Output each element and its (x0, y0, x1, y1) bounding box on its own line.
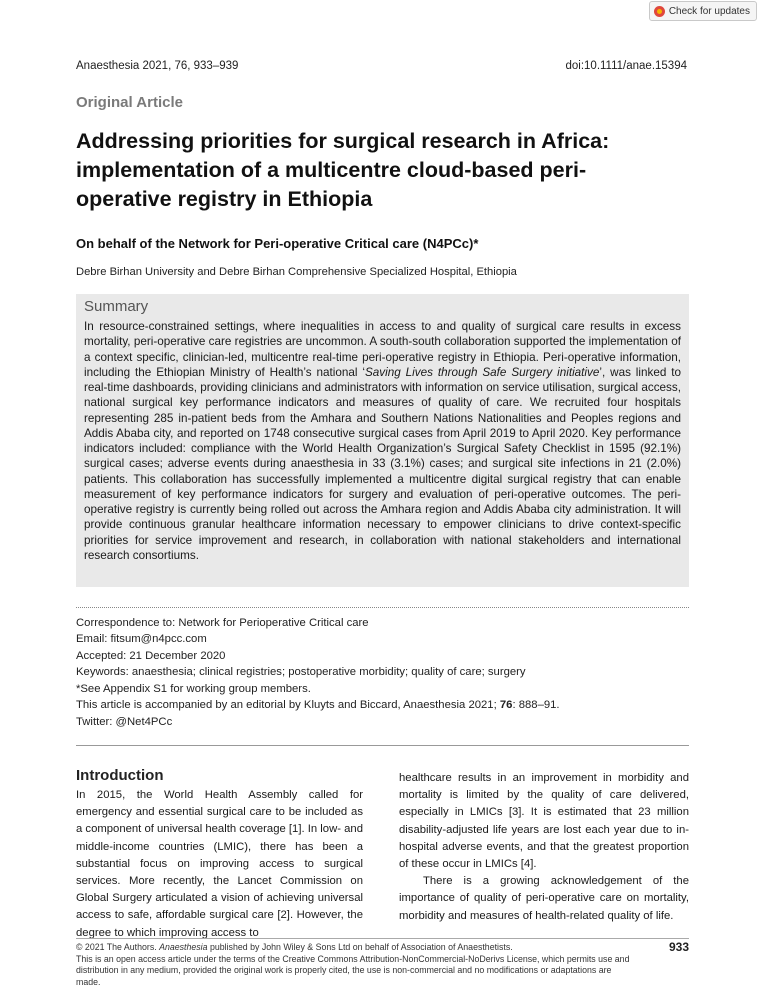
summary-heading: Summary (84, 298, 149, 315)
journal-citation: Anaesthesia 2021, 76, 933–939 (76, 60, 239, 72)
accepted-date: Accepted: 21 December 2020 (76, 650, 226, 662)
twitter-handle[interactable]: Twitter: @Net4PCc (76, 716, 173, 728)
summary-text (84, 319, 681, 563)
page-number: 933 (668, 940, 689, 954)
summary-text-end: ’, was linked to real-time dashboards, providing clinicians and administrators with information on service utilisation, surgical access, national surgical key performance indicators and measures of quality of care. We recruited four hospitals representing 285 in-patient beds from the Amhara and Southern Nations Nationalities and Peoples regions and Addis Ababa city, and reported on 1748 consecutive surgical cases from April 2019 to April 2020. Key performance indicators included: compliance with the World Health Organization’s Surgical Safety Checklist in 1595 (92.1%) surgical cases; adverse events during anaesthesia in 33 (3.1%) cases; and surgical site infections in 21 (2.0%) patients. This collaboration has successfully implemented a multicentre digital surgical registry that can enable measurement of key performance indicators for surgery and evaluation of peri-operative outcomes. The peri-operative registry is currently being rolled out across the Amhara region and Addis Ababa city administration. It will provide continuous granular healthcare information necessary to empower clinicians to drive context-specific priorities for service improvement and research, in collaboration with national stakeholders and international research consortiums. (84, 365, 681, 562)
intro-column-1: In 2015, the World Health Assembly called for emergency and essential surgical care to be included as a component of universal health coverage [1]. In low- and middle-income countries (LMIC), there has been a substantial focus on improving access to surgical services. More recently, the Lancet Commission on Global Surgery articulated a vision of achieving universal access to safe, affordable surgical care [2]. However, the degree to which improving access to (76, 789, 363, 939)
correspondence: Correspondence to: Network for Perioperative Critical care (76, 617, 369, 629)
section-label: Original Article (76, 94, 183, 111)
copyright-footer (76, 942, 636, 988)
intro-paragraph: healthcare results in an improvement in morbidity and mortality is limited by the quality of care delivered, especially in LMICs [3]. It is estimated that 23 million disability-adjusted life years are lost each year due to in-hospital adverse events, and that the greatest proportion of these occur in LMICs [4]. (399, 772, 689, 871)
intro-paragraph: There is a growing acknowledgement of the importance of quality of peri-operative care on mortality, morbidity and measures of health-related quality of life. (399, 875, 689, 922)
email[interactable]: Email: fitsum@n4pcc.com (76, 633, 207, 645)
check-for-updates-button[interactable] (649, 1, 757, 21)
appendix-note: *See Appendix S1 for working group members. (76, 683, 311, 695)
footer-divider (76, 938, 689, 939)
doi-link[interactable]: doi:10.1111/anae.15394 (565, 60, 687, 72)
section-divider (76, 745, 689, 746)
article-title: Addressing priorities for surgical research in Africa: implementation of a multicentre cloud-based peri-operative registry in Ethiopia (76, 129, 610, 211)
editorial-pages: : 888–91. (512, 699, 560, 711)
affiliation: Debre Birhan University and Debre Birhan Comprehensive Specialized Hospital, Ethiopia (76, 266, 517, 278)
keywords: Keywords: anaesthesia; clinical registries; postoperative morbidity; quality of care; surgery (76, 666, 526, 678)
copyright-line (76, 942, 636, 954)
check-for-updates-label: Check for updates (668, 5, 750, 17)
summary-initiative-name: Saving Lives through Safe Surgery initiative (365, 365, 600, 379)
publisher-text: published by John Wiley & Sons Ltd on behalf of Association of Anaesthetists. (207, 942, 513, 952)
copyright-text: © 2021 The Authors. (76, 942, 160, 952)
editorial-text: This article is accompanied by an editorial by Kluyts and Biccard, Anaesthesia 2021; (76, 699, 500, 711)
license-text: This is an open access article under the terms of the Creative Commons Attribution-NonCommercial-NoDerivs License, which permits use and distribution in any medium, provided the original work is properly cited, the use is non-commercial and no modifications or adaptations are made. (76, 953, 630, 987)
introduction-heading: Introduction (76, 767, 164, 784)
dotted-divider (76, 607, 689, 608)
intro-column-2 (399, 770, 689, 925)
editorial-note (76, 699, 560, 711)
journal-name: Anaesthesia (159, 942, 208, 952)
author-line: On behalf of the Network for Peri-operative Critical care (N4PCc)* (76, 236, 479, 251)
crossmark-icon (654, 6, 665, 17)
editorial-volume: 76 (499, 699, 513, 711)
summary-text-start: In resource-constrained settings, where inequalities in access to and quality of surgical care results in excess mortality, peri-operative care registries are uncommon. A south-south collaboration supported the implementation of a context specific, clinician-led, multicentre real-time peri-operative registry in Ethiopia. Peri-operative information, including the Ethiopian Ministry of Health’s national ‘ (84, 320, 681, 379)
